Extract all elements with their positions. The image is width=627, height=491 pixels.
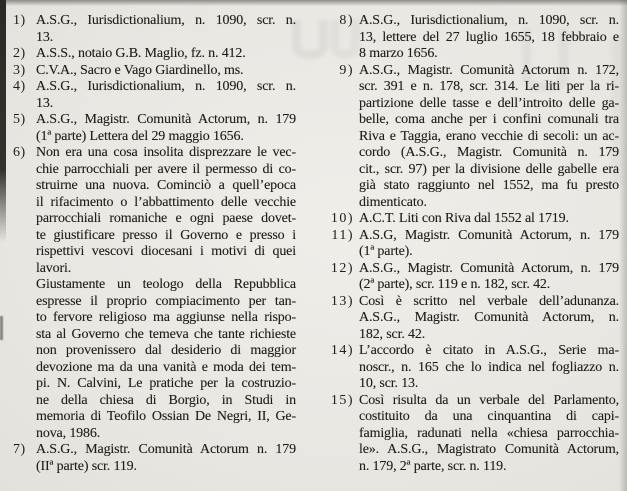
footnote-line: già stato raggiunto nel 1552, ma fu presto: [359, 178, 619, 193]
footnote-item: [13, 13, 296, 46]
footnote-number: 10): [330, 211, 354, 226]
footnote-text: [36, 112, 296, 145]
footnote-text: [359, 261, 619, 294]
footnote-line: devozione ma da una vanità e moda dei tem-: [36, 359, 296, 375]
footnote-line: Giustamente un teologo della Repubblica: [36, 277, 296, 292]
footnote-text: [36, 145, 296, 442]
footnote-line: A.S.G., Magistr. Comunità Actorum, n. 179: [359, 260, 619, 276]
footnote-line: 13.: [36, 95, 54, 111]
footnote-number: 4): [13, 79, 26, 94]
footnote-number: 1): [13, 13, 26, 28]
footnote-number: 8): [339, 13, 354, 28]
footnote-line: A.S.G., Magistr. Comunità Actorum, n. 179: [36, 112, 296, 127]
footnote-line: cordo (A.S.G., Magistr. Comunità n. 179: [359, 145, 619, 160]
footnote-line: 13.: [36, 29, 54, 45]
footnote-line: non provenissero dal desiderio di maggior: [36, 343, 296, 358]
footnote-line: to fervore religioso ma aggiunse nella rispo-: [36, 310, 296, 325]
footnote-line: (IIª parte) scr. 119.: [36, 458, 137, 474]
footnote-item: [13, 46, 296, 63]
footnote-item: [322, 63, 619, 212]
footnote-line: pi. N. Calvini, Le pratiche per la costruzio-: [36, 376, 296, 391]
footnote-number: 11): [331, 227, 354, 243]
footnote-item: [322, 343, 619, 393]
footnote-line: te giustificare presso il Governo e presso i: [36, 227, 296, 243]
footnote-line: A.C.T. Liti con Riva dal 1552 al 1719.: [359, 211, 569, 226]
footnotes-column-right: [322, 13, 619, 475]
footnote-line: Così è scritto nel verbale dell’adunanza.: [359, 293, 619, 309]
footnote-item: [322, 13, 619, 63]
footnote-item: [13, 442, 296, 475]
footnote-line: Così risulta da un verbale del Parlamento,: [359, 392, 619, 408]
footnote-line: L’accordo è citato in A.S.G., Serie ma-: [359, 343, 619, 358]
footnote-item: [322, 261, 619, 294]
footnote-line: n. 179, 2ª parte, scr. n. 119.: [359, 458, 507, 474]
footnote-line: A.S.G., Iurisdictionalium, n. 1090, scr. n.: [36, 79, 296, 94]
footnote-number: 13): [330, 293, 354, 309]
footnote-line: noscr., n. 165 che lo indica nel fogliazzo n.: [359, 359, 619, 375]
footnote-line: A.S.G., Magistr. Comunità Actorum n. 179: [36, 442, 296, 457]
footnote-line: lavori.: [36, 260, 72, 276]
footnote-line: (1ª parte) Lettera del 29 maggio 1656.: [36, 128, 244, 144]
footnote-number: 2): [13, 46, 26, 61]
footnote-line: (2ª parte), scr. 119 e n. 182, scr. 42.: [359, 277, 551, 292]
footnote-text: [359, 228, 619, 261]
footnote-item: [13, 79, 296, 112]
footnote-number: 15): [330, 392, 354, 408]
footnote-line: sta al Governo che temeva che tante richieste: [36, 326, 296, 342]
footnote-text: [359, 211, 619, 228]
footnote-text: [36, 13, 296, 46]
footnote-line: A.S.G., Iurisdictionalium, n. 1090, scr. n.: [359, 13, 619, 28]
footnote-line: costituito da una cinquantina di capi-: [359, 409, 619, 424]
footnote-number: 12): [330, 260, 354, 276]
footnote-text: [36, 63, 296, 80]
footnote-item: [13, 145, 296, 442]
footnote-line: il rifacimento o l’abbattimento delle vecchie: [36, 194, 296, 210]
footnote-line: parrocchiali romaniche e ogni paese dovet-: [36, 211, 296, 226]
footnote-line: rispettivi vescovi diocesani i motivi di quei: [36, 244, 296, 259]
footnotes-column-left: [13, 13, 296, 475]
footnote-line: le». A.S.G., Magistrato Comunità Actorum,: [359, 442, 619, 457]
footnote-line: A.S.G, Magistr. Comunità Actorum, n. 179: [359, 227, 619, 243]
footnote-item: [322, 294, 619, 344]
footnote-line: famiglia, radunati nella «chiesa parrocchia-: [359, 425, 619, 441]
footnote-text: [359, 343, 619, 393]
footnote-text: [359, 13, 619, 63]
footnote-line: memoria di Teofilo Ossian De Negri, II, Ge-: [36, 409, 296, 424]
footnote-line: ne della chiesa di Borgio, in Studi in: [36, 392, 296, 408]
footnote-number: 5): [13, 112, 26, 127]
footnote-line: 182, scr. 42.: [359, 326, 426, 342]
footnote-number: 9): [339, 62, 354, 78]
footnote-text: [36, 442, 296, 475]
footnote-line: scr. 391 e n. 178, scr. 314. Le liti per la ri-: [359, 79, 619, 94]
footnote-line: struirne una nuova. Cominciò a quell’epoca: [36, 178, 296, 193]
footnote-text: [359, 63, 619, 212]
footnote-number: 14): [330, 343, 354, 358]
footnote-line: Riva e Taggia, erano vecchie di secoli: un ac-: [359, 128, 619, 144]
footnote-item: [13, 63, 296, 80]
footnote-item: [322, 228, 619, 261]
footnote-line: A.S.G., Iurisdictionalium, n. 1090, scr. n.: [36, 13, 296, 28]
footnote-line: 10, scr. 13.: [359, 376, 419, 391]
footnote-line: A.S.S., notaio G.B. Maglio, fz. n. 412.: [36, 46, 246, 61]
footnote-line: C.V.A., Sacro e Vago Giardinello, ms.: [36, 62, 244, 78]
footnote-number: 6): [13, 145, 26, 160]
footnote-item: [322, 211, 619, 228]
footnote-text: [36, 46, 296, 63]
footnote-line: espresse il proprio compiacimento per tan-: [36, 293, 296, 309]
footnote-line: partizione delle tasse e dell’introito delle ga-: [359, 95, 619, 111]
footnote-line: Non era una cosa insolita disprezzare le vec-: [36, 145, 296, 160]
footnote-line: 13, lettere del 27 luglio 1655, 18 febbraio e: [359, 29, 619, 45]
footnote-line: A.S.G., Magistr. Comunità Actorum, n.: [359, 310, 619, 325]
footnote-line: nova, 1986.: [36, 425, 101, 441]
footnote-number: 7): [13, 442, 26, 457]
footnote-line: (1ª parte).: [359, 244, 413, 259]
footnote-line: 8 marzo 1656.: [359, 46, 438, 61]
footnote-line: A.S.G., Magistr. Comunità Actorum n. 172,: [359, 62, 619, 78]
footnote-line: dimenticato.: [359, 194, 427, 210]
footnote-line: belle, coma anche per i confini comunali tra: [359, 112, 619, 127]
footnote-line: cit., scr. 97) per la divisione delle gabelle era: [359, 161, 619, 177]
footnote-line: chie parrocchiali per avere il permesso di co-: [36, 161, 296, 177]
footnote-text: [36, 79, 296, 112]
footnote-text: [359, 294, 619, 344]
footnote-item: [13, 112, 296, 145]
footnote-number: 3): [13, 62, 26, 78]
footnote-item: [322, 393, 619, 476]
footnote-text: [359, 393, 619, 476]
